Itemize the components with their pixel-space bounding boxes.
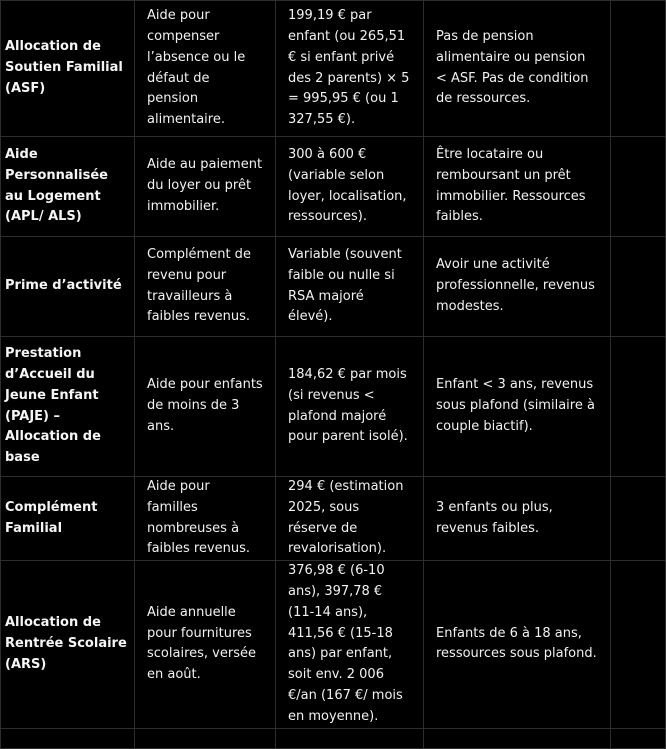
benefit-name: Aide Personnalisée au Logement (APL/ ALS) [5, 146, 108, 225]
benefit-conditions: Être locataire ou remboursant un prêt immobilier. Ressources faibles. [436, 146, 586, 225]
benefit-amount: 376,98 € (6-10 ans), 397,78 € (11-14 ans), 411,56 € (15-18 ans) par enfant, soit env. 2 006 €/an (167 €/ mois en moyenne). [288, 563, 403, 724]
benefit-name: Complément Familial [5, 499, 98, 536]
empty-cell [135, 728, 276, 748]
benefit-amount: 300 à 600 € (variable selon loyer, localisation, ressources). [288, 146, 407, 225]
benefit-conditions: Avoir une activité professionnelle, revenus modestes. [436, 257, 595, 314]
benefit-name-cell [1, 337, 135, 477]
benefit-name-cell [1, 477, 135, 561]
benefit-name-cell [1, 561, 135, 728]
table-row-asf [1, 1, 666, 137]
empty-cell [611, 477, 666, 561]
benefit-conditions-cell [424, 477, 611, 561]
table-row-partial [1, 728, 666, 748]
benefit-conditions-cell [424, 337, 611, 477]
benefit-conditions: Enfant < 3 ans, revenus sous plafond (similaire à couple biactif). [436, 377, 595, 434]
benefit-description-cell [135, 477, 276, 561]
benefit-name-cell [1, 137, 135, 237]
benefit-description-cell [135, 561, 276, 728]
table-row-paje [1, 337, 666, 477]
benefit-conditions-cell [424, 561, 611, 728]
empty-cell [611, 237, 666, 337]
benefit-description-cell [135, 137, 276, 237]
empty-cell [424, 728, 611, 748]
benefit-description: Complément de revenu pour travailleurs à faibles revenus. [147, 246, 251, 325]
benefit-description: Aide pour enfants de moins de 3 ans. [147, 377, 263, 434]
benefit-amount: 294 € (estimation 2025, sous réserve de revalorisation). [288, 479, 404, 557]
benefit-name: Prestation d’Accueil du Jeune Enfant (PAJE) – Allocation de base [5, 346, 101, 466]
benefit-name-cell [1, 237, 135, 337]
table-row-prime-activite [1, 237, 666, 337]
benefit-amount-cell [276, 137, 424, 237]
benefit-name-cell [1, 1, 135, 137]
empty-cell [611, 1, 666, 137]
benefit-conditions-cell [424, 237, 611, 337]
benefit-description: Aide annuelle pour fournitures scolaires, versée en août. [147, 604, 256, 683]
benefit-name: Prime d’activité [5, 278, 122, 294]
benefit-conditions: Pas de pension alimentaire ou pension < ASF. Pas de condition de ressources. [436, 28, 589, 107]
benefit-description-cell [135, 1, 276, 137]
table-row-complement-familial [1, 477, 666, 561]
benefit-description-cell [135, 237, 276, 337]
benefit-amount: Variable (souvent faible ou nulle si RSA majoré élevé). [288, 246, 402, 325]
benefit-description: Aide pour compenser l’absence ou le défaut de pension alimentaire. [147, 8, 246, 128]
benefit-conditions: Enfants de 6 à 18 ans, ressources sous plafond. [436, 625, 597, 662]
benefit-amount-cell [276, 1, 424, 137]
benefit-conditions-cell [424, 1, 611, 137]
benefit-name: Allocation de Rentrée Scolaire (ARS) [5, 615, 127, 672]
benefit-amount: 184,62 € par mois (si revenus < plafond majoré pour parent isolé). [288, 366, 408, 445]
benefit-amount-cell [276, 477, 424, 561]
benefit-conditions: 3 enfants ou plus, revenus faibles. [436, 499, 553, 536]
empty-cell [611, 337, 666, 477]
empty-cell [276, 728, 424, 748]
benefit-description: Aide au paiement du loyer ou prêt immobilier. [147, 157, 263, 214]
empty-cell [611, 137, 666, 237]
benefit-name: Allocation de Soutien Familial (ASF) [5, 39, 123, 96]
benefit-amount-cell [276, 237, 424, 337]
benefit-amount-cell [276, 561, 424, 728]
empty-cell [611, 561, 666, 728]
benefit-amount-cell [276, 337, 424, 477]
empty-cell [1, 728, 135, 748]
benefit-conditions-cell [424, 137, 611, 237]
benefit-description-cell [135, 337, 276, 477]
benefit-description: Aide pour familles nombreuses à faibles revenus. [147, 479, 251, 557]
benefit-amount: 199,19 € par enfant (ou 265,51 € si enfant privé des 2 parents) × 5 = 995,95 € (ou 1 327,55 €). [288, 8, 410, 128]
table-row-apl [1, 137, 666, 237]
table-row-ars [1, 561, 666, 728]
empty-cell [611, 728, 666, 748]
